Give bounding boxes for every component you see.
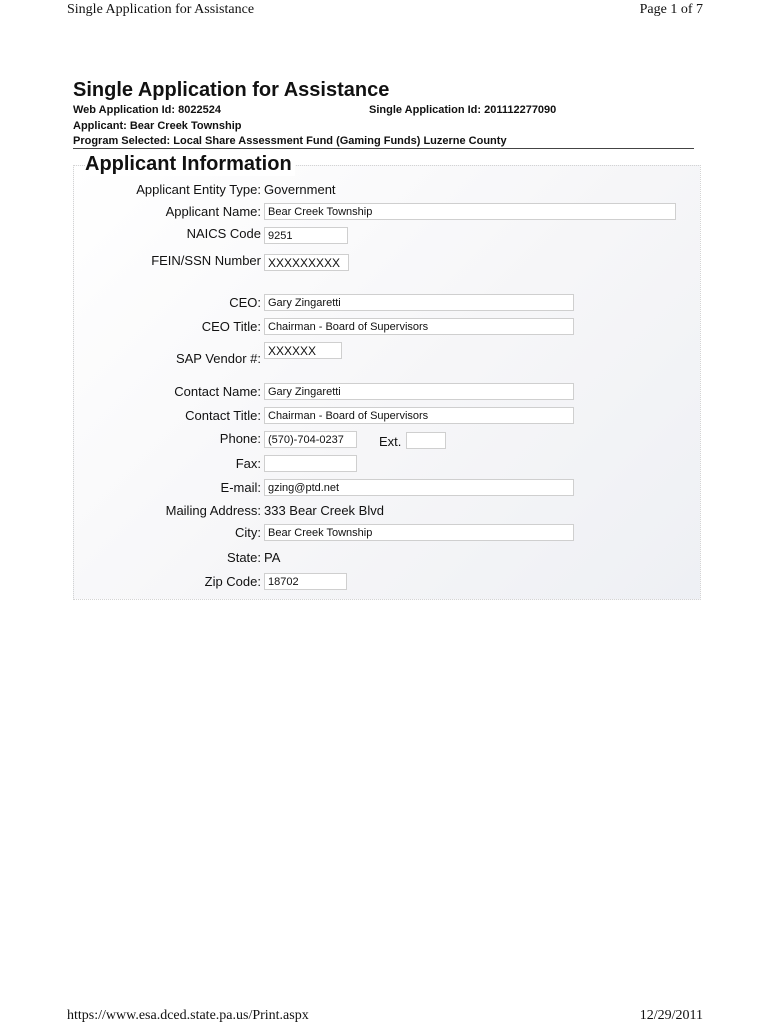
print-footer-date: 12/29/2011: [639, 1008, 703, 1023]
sap-vendor-field[interactable]: XXXXXX: [264, 342, 342, 359]
naics-code-field[interactable]: 9251: [264, 227, 348, 244]
document-title: Single Application for Assistance: [73, 79, 390, 101]
entity-type-value: Government: [264, 182, 336, 197]
mailing-address-label: Mailing Address:: [165, 503, 261, 518]
contact-name-field[interactable]: Gary Zingaretti: [264, 383, 574, 400]
program-selected: Program Selected: Local Share Assessment Fund (Gaming Funds) Luzerne County: [73, 135, 507, 147]
fax-label: Fax:: [235, 456, 261, 471]
sap-vendor-label: SAP Vendor #:: [175, 351, 261, 366]
fax-field[interactable]: [264, 455, 357, 472]
section-title: Applicant Information: [85, 153, 295, 176]
applicant-name-label: Applicant Name:: [165, 204, 261, 219]
phone-field[interactable]: (570)-704-0237: [264, 431, 357, 448]
contact-name-label: Contact Name:: [174, 384, 261, 399]
ext-label: Ext.: [379, 434, 402, 449]
state-label: State:: [227, 550, 261, 565]
email-field[interactable]: gzing@ptd.net: [264, 479, 574, 496]
header-divider: [73, 148, 694, 149]
zip-code-field[interactable]: 18702: [264, 573, 347, 590]
print-header-title: Single Application for Assistance: [67, 2, 255, 17]
print-header-page: Page 1 of 7: [639, 2, 703, 17]
city-label: City:: [235, 525, 261, 540]
fein-ssn-field[interactable]: XXXXXXXXX: [264, 254, 349, 271]
city-field[interactable]: Bear Creek Township: [264, 524, 574, 541]
zip-code-label: Zip Code:: [204, 574, 261, 589]
contact-title-field[interactable]: Chairman - Board of Supervisors: [264, 407, 574, 424]
naics-code-label: NAICS Code: [186, 226, 261, 241]
state-value: PA: [264, 550, 281, 565]
phone-label: Phone:: [219, 431, 261, 446]
applicant-name-field[interactable]: Bear Creek Township: [264, 203, 676, 220]
entity-type-label: Applicant Entity Type:: [136, 182, 261, 197]
ceo-title-field[interactable]: Chairman - Board of Supervisors: [264, 318, 574, 335]
ceo-label: CEO:: [229, 295, 261, 310]
single-application-id: Single Application Id: 201112277090: [369, 104, 557, 116]
ceo-field[interactable]: Gary Zingaretti: [264, 294, 574, 311]
ceo-title-label: CEO Title:: [201, 319, 261, 334]
mailing-address-value: 333 Bear Creek Blvd: [264, 503, 384, 518]
applicant-line: Applicant: Bear Creek Township: [73, 120, 242, 132]
email-label: E-mail:: [220, 480, 261, 495]
ext-field[interactable]: [406, 432, 446, 449]
web-application-id: Web Application Id: 8022524: [73, 104, 221, 116]
contact-title-label: Contact Title:: [185, 408, 261, 423]
print-header: [0, 0, 770, 22]
print-footer-url: https://www.esa.dced.state.pa.us/Print.aspx: [67, 1008, 309, 1023]
fein-ssn-label: FEIN/SSN Number: [151, 253, 261, 268]
